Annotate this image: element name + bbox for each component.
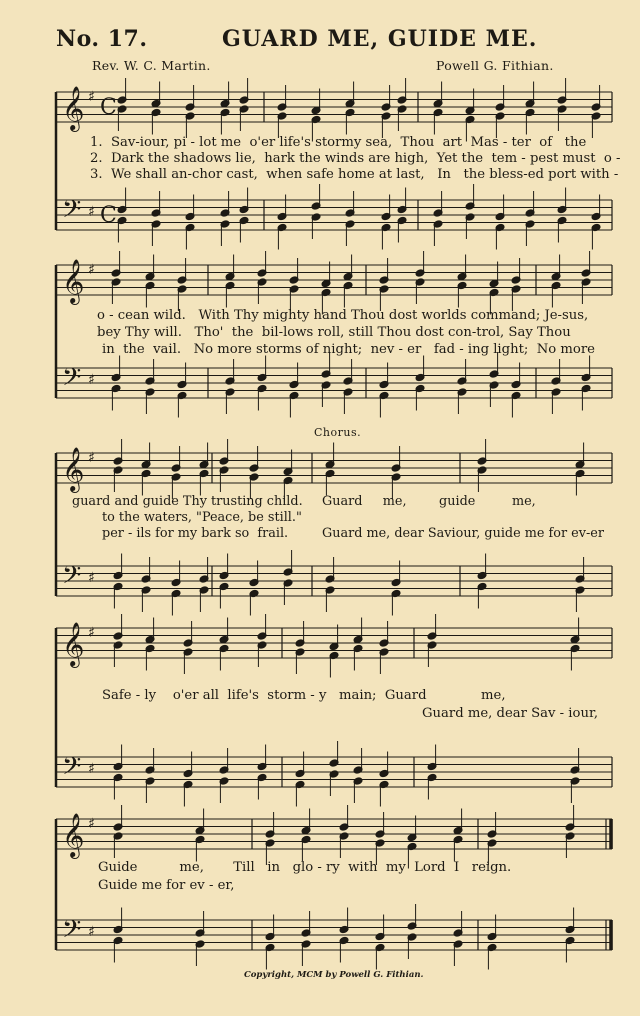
composer-credit: Powell G. Fithian. xyxy=(436,58,554,73)
chorus-lyric-line-c: Guide me, Till in glo - ry with my Lord I reign. xyxy=(98,860,512,875)
sharp-icon: ♯ xyxy=(88,816,95,832)
lyric-line-verse2-c: to the waters, "Peace, be still." xyxy=(102,510,302,525)
lyric-line-verse3-c: per - ils for my bark so frail. xyxy=(102,526,289,541)
bass-clef-icon: 𝄢 xyxy=(62,363,82,398)
treble-clef-icon: 𝄞 xyxy=(62,86,85,130)
treble-clef-icon: 𝄞 xyxy=(62,622,85,666)
treble-clef-icon: 𝄞 xyxy=(62,447,85,491)
bass-clef-icon: 𝄢 xyxy=(62,561,82,596)
sharp-icon: ♯ xyxy=(88,570,95,586)
lyric-line-verse1-a: 1. Sav-iour, pi - lot me o'er life's stormy sea, Thou art Mas - ter of the xyxy=(90,135,587,150)
bass-clef-icon: 𝄢 xyxy=(62,752,82,787)
chorus-lyric-line-d: Guide me for ev - er, xyxy=(98,878,235,893)
sharp-icon: ♯ xyxy=(88,625,95,641)
hymn-number: No. 17. xyxy=(56,26,148,52)
time-signature-icon: C xyxy=(100,95,117,120)
lyric-line-verse3-b: in the vail. No more storms of night; nev - er fad - ing light; No more xyxy=(102,342,595,357)
lyricist-credit: Rev. W. C. Martin. xyxy=(92,58,211,73)
bass-clef-icon: 𝄢 xyxy=(62,195,82,230)
sharp-icon: ♯ xyxy=(88,450,95,466)
lyric-line-verse1-b: o - cean wild. With Thy mighty hand Thou dost worlds command; Je-sus, xyxy=(97,308,589,323)
chorus-lyric-lower: Guard me, dear Saviour, guide me for ev-er xyxy=(322,526,604,541)
chorus-lyric-upper: Guard me, guide me, xyxy=(322,494,536,509)
sharp-icon: ♯ xyxy=(88,262,95,278)
lyric-line-verse2-b: bey Thy will. Tho' the bil-lows roll, still Thou dost con-trol, Say Thou xyxy=(97,325,571,340)
lyric-line-verse1-c: guard and guide Thy trusting child. xyxy=(72,494,303,509)
sharp-icon: ♯ xyxy=(88,204,95,220)
hymn-title: GUARD ME, GUIDE ME. xyxy=(222,26,538,52)
copyright-notice: Copyright, MCM by Powell G. Fithian. xyxy=(244,970,424,980)
treble-clef-icon: 𝄞 xyxy=(62,259,85,303)
sharp-icon: ♯ xyxy=(88,89,95,105)
chorus-label: Chorus. xyxy=(314,426,362,439)
sharp-icon: ♯ xyxy=(88,372,95,388)
time-signature-icon: C xyxy=(100,203,117,228)
treble-clef-icon: 𝄞 xyxy=(62,813,85,857)
lyric-line-verse2-a: 2. Dark the shadows lie, hark the winds are high, Yet the tem - pest must o - xyxy=(90,151,621,166)
sharp-icon: ♯ xyxy=(88,924,95,940)
lyric-line-verse3-a: 3. We shall an-chor cast, when safe home at last, In the bless-ed port with - xyxy=(90,167,619,182)
bass-clef-icon: 𝄢 xyxy=(62,915,82,950)
chorus-lyric-line-b: Guard me, dear Sav - iour, xyxy=(422,706,599,721)
chorus-lyric-line-a: Safe - ly o'er all life's storm - y main; Guard me, xyxy=(102,688,506,703)
sharp-icon: ♯ xyxy=(88,761,95,777)
